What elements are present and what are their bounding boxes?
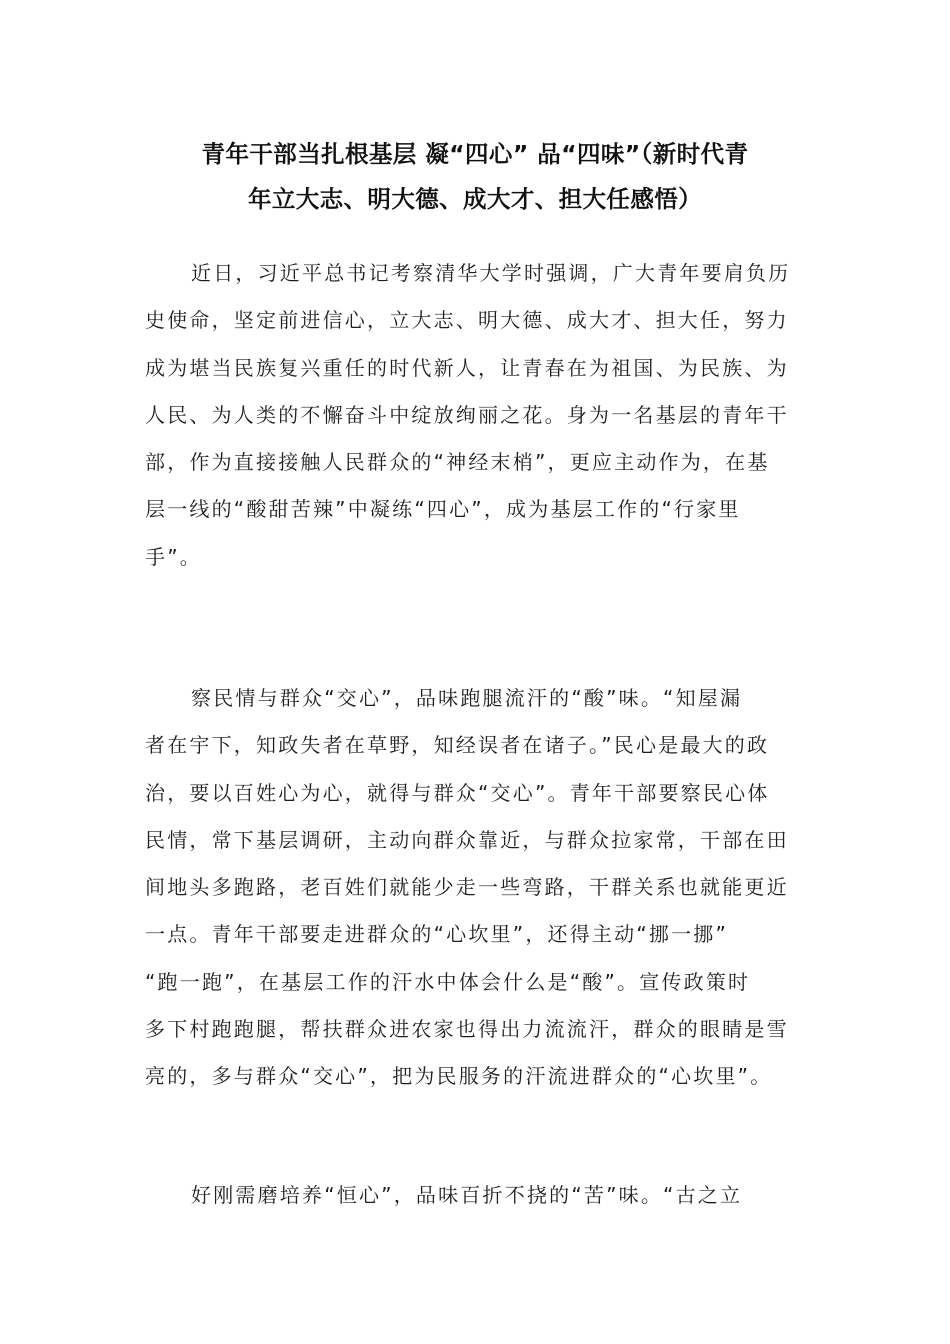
paragraph-line: 史使命，坚定前进信心，立大志、明大德、成大才、担大任，努力 (145, 308, 789, 333)
paragraph-line: 成为堪当民族复兴重任的时代新人，让青春在为祖国、为民族、为 (145, 355, 789, 380)
paragraph-line: 亮的，多与群众“交心”，把为民服务的汗流进群众的“心坎里”。 (145, 1064, 773, 1089)
paragraph-line: “跑一跑”，在基层工作的汗水中体会什么是“酸”。宣传政策时 (145, 969, 751, 994)
title-line: 年立大志、明大德、成大才、担大任感悟） (247, 185, 703, 213)
paragraph-2 (145, 675, 805, 1101)
paragraph-line: 间地头多跑路，老百姓们就能少走一些弯路，干群关系也就能更近 (145, 875, 789, 900)
paragraph-line: 好刚需磨培养“恒心”，品味百折不挠的“苦”味。“古之立 (191, 1183, 743, 1207)
paragraph-line: 手”。 (145, 544, 202, 569)
title-line: 青年干部当扎根基层 凝“四心” 品“四味”（新时代青 (201, 140, 749, 168)
paragraph-line: 治，要以百姓心为心，就得与群众“交心”。青年干部要察民心体 (145, 780, 770, 805)
paragraph-line: 者在宇下，知政失者在草野，知经误者在诸子。”民心是最大的政 (145, 733, 770, 758)
paragraph-line: 层一线的“酸甜苦辣”中凝练“四心”，成为基层工作的“行家里 (145, 497, 741, 522)
paragraph-line: 一点。青年干部要走进群众的“心坎里”，还得主动“挪一挪” (145, 922, 729, 947)
paragraph-3 (145, 1172, 805, 1219)
document-title (148, 132, 802, 222)
paragraph-line: 人民、为人类的不懈奋斗中绽放绚丽之花。身为一名基层的青年干 (145, 402, 789, 427)
paragraph-line: 察民情与群众“交心”，品味跑腿流汗的“酸”味。“知屋漏 (191, 686, 743, 710)
paragraph-line: 多下村跑跑腿，帮扶群众进农家也得出力流流汗，群众的眼睛是雪 (145, 1017, 789, 1042)
paragraph-1 (145, 250, 805, 581)
paragraph-line: 部，作为直接接触人民群众的“神经末梢”，更应主动作为，在基 (145, 450, 770, 475)
paragraph-line: 近日，习近平总书记考察清华大学时强调，广大青年要肩负历 (191, 261, 791, 285)
paragraph-line: 民情，常下基层调研，主动向群众靠近，与群众拉家常，干部在田 (145, 827, 789, 852)
